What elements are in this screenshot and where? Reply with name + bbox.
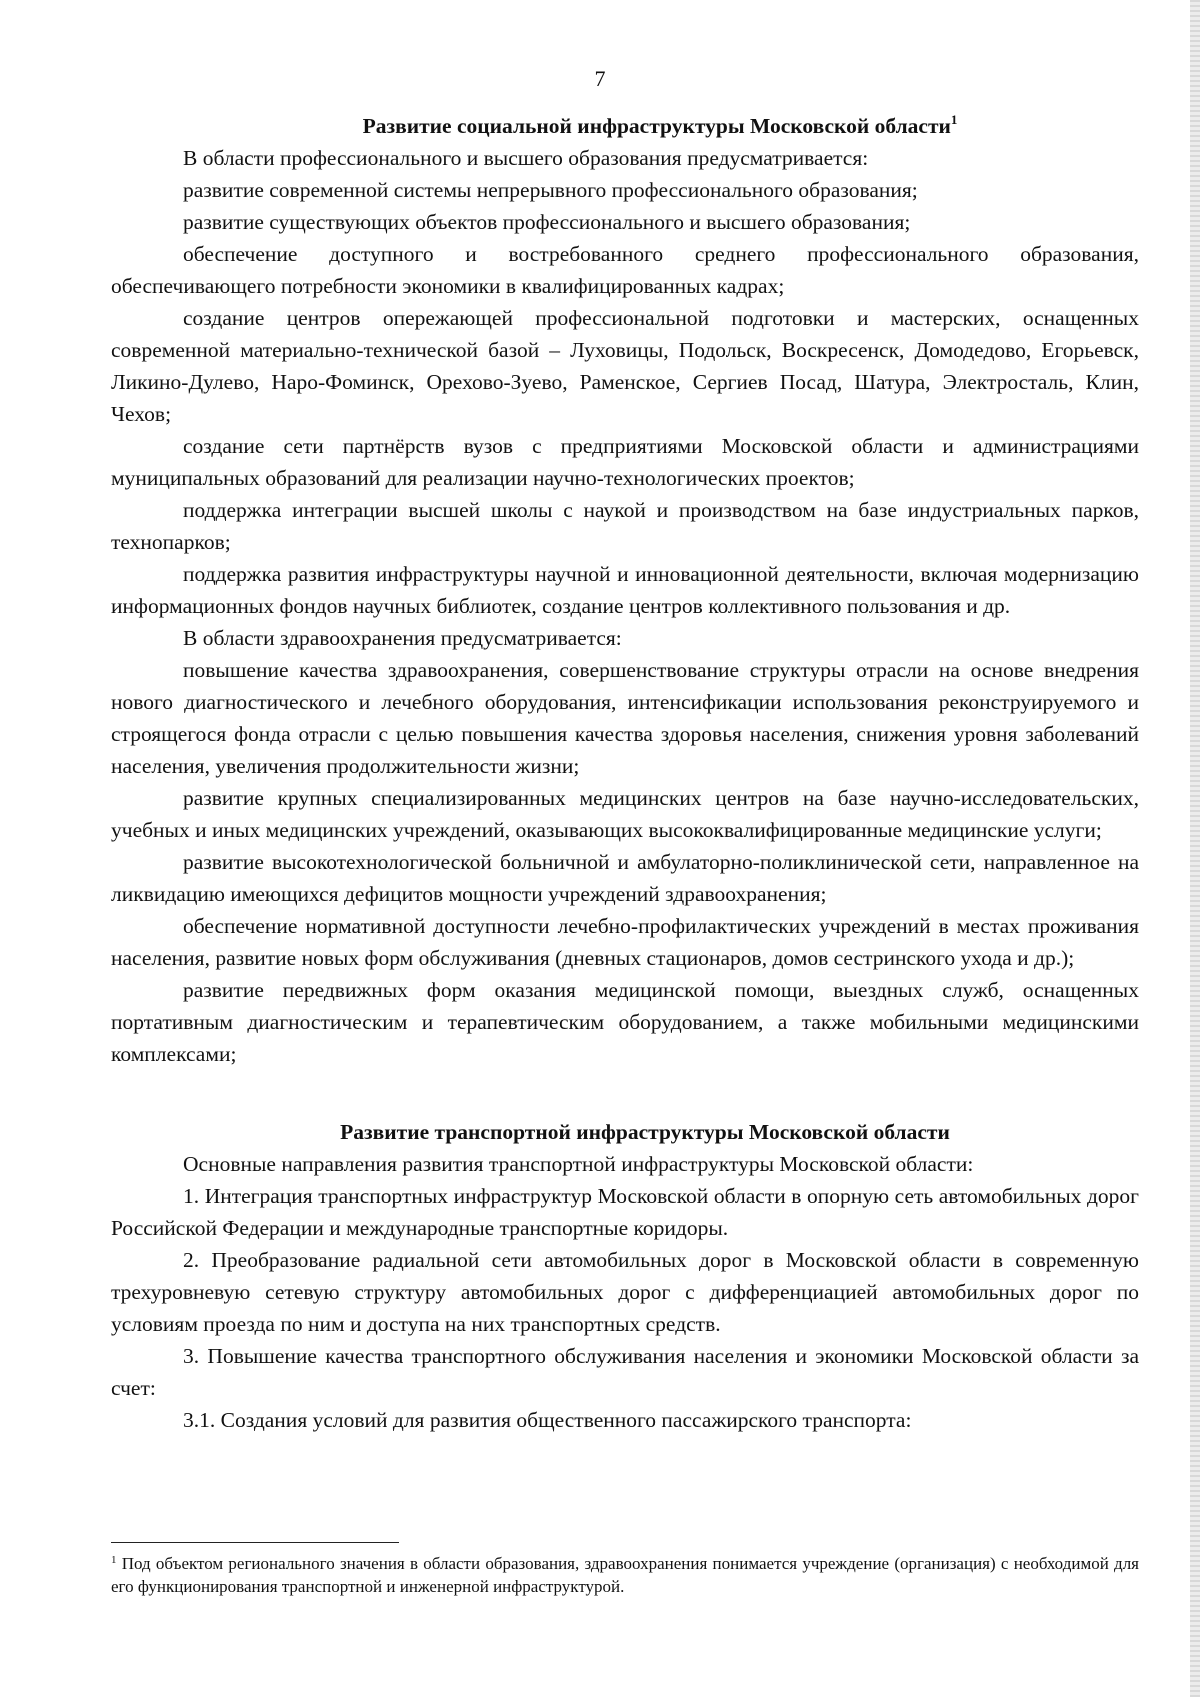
footnote-text: Под объектом регионального значения в области образования, здравоохранения понимается учреждение (организация) с необходимой для его функционирования транспортной и инженерной инфраструктурой.	[111, 1554, 1139, 1596]
paragraph: создание центров опережающей профессиональной подготовки и мастерских, оснащенных современной материально-технической базой – Луховицы, Подольск, Воскресенск, Домодедово, Егорьевск, Ликино-Дулево, Наро-Фоминск, Орехово-Зуево, Раменское, Сергиев Посад, Шатура, Электросталь, Клин, Чехов;	[111, 306, 1139, 426]
paragraph: развитие крупных специализированных медицинских центров на базе научно-исследовательских, учебных и иных медицинских учреждений, оказывающих высококвалифицированные медицинские услуги;	[111, 786, 1139, 842]
scan-edge	[1190, 0, 1200, 1697]
paragraph: 3. Повышение качества транспортного обслуживания населения и экономики Московской области за счет:	[111, 1344, 1139, 1400]
paragraph: создание сети партнёрств вузов с предприятиями Московской области и администрациями муниципальных образований для реализации научно-технологических проектов;	[111, 434, 1139, 490]
section-title-social	[111, 110, 1139, 142]
paragraph-healthcare-intro: В области здравоохранения предусматривается:	[183, 626, 622, 650]
section-title-social-text: Развитие социальной инфраструктуры Московской области	[362, 114, 951, 138]
paragraph: 3.1. Создания условий для развития общественного пассажирского транспорта:	[183, 1408, 912, 1432]
paragraph: развитие высокотехнологической больничной и амбулаторно-поликлинической сети, направленное на ликвидацию имеющихся дефицитов мощности учреждений здравоохранения;	[111, 850, 1139, 906]
paragraph: поддержка интеграции высшей школы с наукой и производством на базе индустриальных парков, технопарков;	[111, 498, 1139, 554]
section-title-transport: Развитие транспортной инфраструктуры Московской области	[340, 1120, 950, 1144]
paragraph: обеспечение доступного и востребованного среднего профессионального образования, обеспечивающего потребности экономики в квалифицированных кадрах;	[111, 242, 1139, 298]
page-content	[111, 110, 1139, 1436]
paragraph: 2. Преобразование радиальной сети автомобильных дорог в Московской области в современную трехуровневую сетевую структуру автомобильных дорог с дифференциацией автомобильных дорог по условиям проезда по ним и доступа на них транспортных средств.	[111, 1248, 1139, 1336]
paragraph: обеспечение нормативной доступности лечебно-профилактических учреждений в местах проживания населения, развитие новых форм обслуживания (дневных стационаров, домов сестринского ухода и др.);	[111, 914, 1139, 970]
footnote	[111, 1552, 1139, 1598]
page-number: 7	[594, 66, 606, 91]
paragraph: повышение качества здравоохранения, совершенствование структуры отрасли на основе внедрения нового диагностического и лечебного оборудования, интенсификации использования реконструируемого и строящегося фонда отрасли с целью повышения качества здоровья населения, снижения уровня заболеваний населения, увеличения продолжительности жизни;	[111, 658, 1139, 778]
paragraph: развитие современной системы непрерывного профессионального образования;	[183, 178, 918, 202]
paragraph-education-intro: В области профессионального и высшего образования предусматривается:	[183, 146, 869, 170]
paragraph-transport-intro: Основные направления развития транспортной инфраструктуры Московской области:	[183, 1152, 974, 1176]
footnote-divider	[111, 1542, 399, 1543]
footnote-mark: 1	[111, 1554, 117, 1566]
paragraph: поддержка развития инфраструктуры научной и инновационной деятельности, включая модернизацию информационных фондов научных библиотек, создание центров коллективного пользования и др.	[111, 562, 1139, 618]
paragraph: развитие существующих объектов профессионального и высшего образования;	[183, 210, 911, 234]
paragraph: 1. Интеграция транспортных инфраструктур Московской области в опорную сеть автомобильных дорог Российской Федерации и международные транспортные коридоры.	[111, 1184, 1139, 1240]
footnote-reference: 1	[950, 112, 958, 127]
paragraph: развитие передвижных форм оказания медицинской помощи, выездных служб, оснащенных портативным диагностическим и терапевтическим оборудованием, а также мобильными медицинскими комплексами;	[111, 978, 1139, 1066]
